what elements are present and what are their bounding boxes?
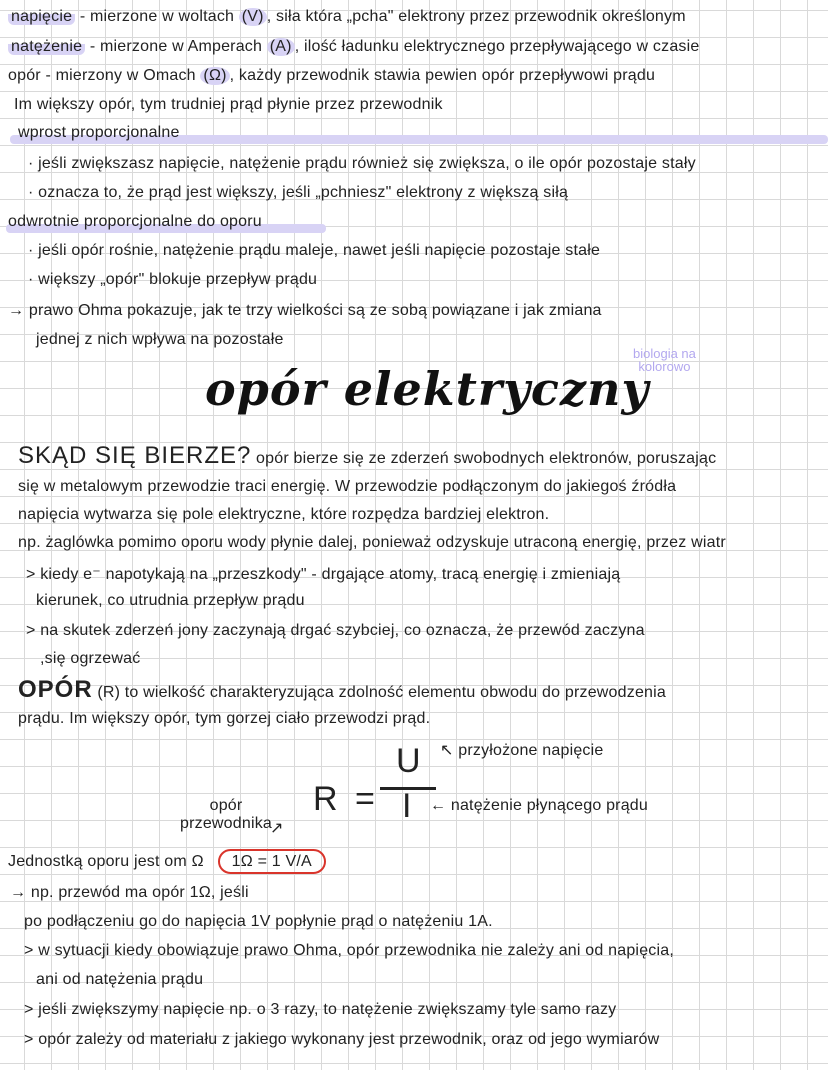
list-item: ,się ogrzewać [40, 650, 141, 667]
list-item: > opór zależy od materiału z jakiego wykonany jest przewodnik, oraz od jego wymiarów [24, 1031, 660, 1048]
section-heading: SKĄD SIĘ BIERZE? [18, 442, 252, 469]
text: , ilość ładunku elektrycznego przepływającego w czasie [294, 38, 700, 55]
label: przewodnika [180, 815, 273, 832]
list-item: ani od natężenia prądu [36, 971, 204, 988]
definition-voltage [8, 8, 686, 26]
list-item: > kiedy e⁻ napotykają na „przeszkody" - drgające atomy, tracą energię i zmieniają [26, 566, 621, 583]
list-item: > na skutek zderzeń jony zaczynają drgać szybciej, co oznacza, że przewód zaczyna [26, 622, 645, 639]
note-line: napięcia wytwarza się pole elektryczne, które rozpędza bardziej elektron. [18, 506, 550, 523]
unit: (V) [239, 8, 267, 26]
note-line: np. żaglówka pomimo oporu wody płynie dalej, ponieważ odzyskuje utraconą energię, przez wiatr [18, 534, 726, 551]
unit: (Ω) [200, 67, 229, 85]
r-label [180, 797, 272, 833]
example-line [10, 884, 249, 902]
definition-resistance [8, 67, 655, 85]
label: natężenie płynącego prądu [450, 797, 649, 814]
definition-line [18, 676, 666, 704]
text: opór bierze się ze zderzeń swobodnych elektronów, poruszając [251, 450, 717, 467]
logo-text: biologia na [633, 346, 696, 361]
label: opór [209, 797, 243, 814]
section-heading: OPÓR [18, 676, 93, 703]
text: , każdy przewodnik stawia pewien opór przepływowi prądu [229, 67, 656, 84]
text: Jednostką oporu jest om Ω [8, 853, 204, 870]
formula-denominator: I [402, 787, 412, 825]
list-item: · większy „opór" blokuje przepływ prądu [28, 271, 318, 288]
unit-equation-circled: 1Ω = 1 V/A [218, 849, 326, 874]
formula-numerator: U [396, 742, 421, 780]
note-line: się w metalowym przewodzie traci energię. W przewodzie podłączonym do jakiegoś źródła [18, 478, 677, 495]
logo-text: kolorowo [638, 359, 691, 374]
list-item: > w sytuacji kiedy obowiązuje prawo Ohma, opór przewodnika nie zależy ani od napięcia, [24, 942, 674, 959]
text: - mierzone w woltach [75, 8, 239, 25]
text: , siła która „pcha" elektrony przez przewodnik określonym [266, 8, 686, 25]
note-line: prądu. Im większy opór, tym gorzej ciało przewodzi prąd. [18, 710, 431, 727]
unit: (A) [267, 38, 295, 56]
term: napięcie [8, 8, 75, 25]
text: → np. przewód ma opór 1Ω, jeśli [10, 884, 249, 901]
note-line: jednej z nich wpływa na pozostałe [36, 331, 284, 348]
unit-line [8, 853, 326, 871]
text: - mierzony w Omach [40, 67, 201, 84]
num-label: ↖ przyłożone napięcie [440, 742, 604, 759]
den-label: ← natężenie płynącego prądu [430, 797, 649, 814]
section-heading: odwrotnie proporcjonalne do oporu [8, 213, 262, 230]
text: - mierzone w Amperach [85, 38, 267, 55]
list-item: · jeśli opór rośnie, natężenie prądu maleje, nawet jeśli napięcie pozostaje stałe [28, 242, 601, 259]
note-line: po podłączeniu go do napięcia 1V popłynie prąd o natężeniu 1A. [24, 913, 493, 930]
page-title: opór elektryczny [205, 362, 650, 416]
term: natężenie [8, 38, 85, 55]
term: opór [8, 67, 41, 84]
definition-current [8, 38, 699, 56]
list-item: · jeśli zwiększasz napięcie, natężenie prądu również się zwiększa, o ile opór pozostaje stały [28, 155, 696, 172]
label: przyłożone napięcie [458, 742, 604, 759]
list-item: > jeśli zwiększymy napięcie np. o 3 razy, to natężenie zwiększamy tyle samo razy [24, 1001, 617, 1018]
note-line: Im większy opór, tym trudniej prąd płynie przez przewodnik [14, 96, 443, 113]
text: (R) to wielkość charakteryzująca zdolność elementu obwodu do przewodzenia [92, 684, 666, 701]
list-item: kierunek, co utrudnia przepływ prądu [36, 592, 305, 609]
section-heading: wprost proporcjonalne [18, 124, 180, 141]
note-line: → prawo Ohma pokazuje, jak te trzy wielkości są ze sobą powiązane i jak zmiana [8, 302, 602, 319]
formula-equals: = [355, 780, 375, 818]
arrow-icon: ↗ [270, 820, 284, 837]
list-item: · oznacza to, że prąd jest większy, jeśli „pchniesz" elektrony z większą siłą [28, 184, 569, 201]
origin-line [18, 442, 716, 470]
formula-r: R [313, 780, 338, 818]
